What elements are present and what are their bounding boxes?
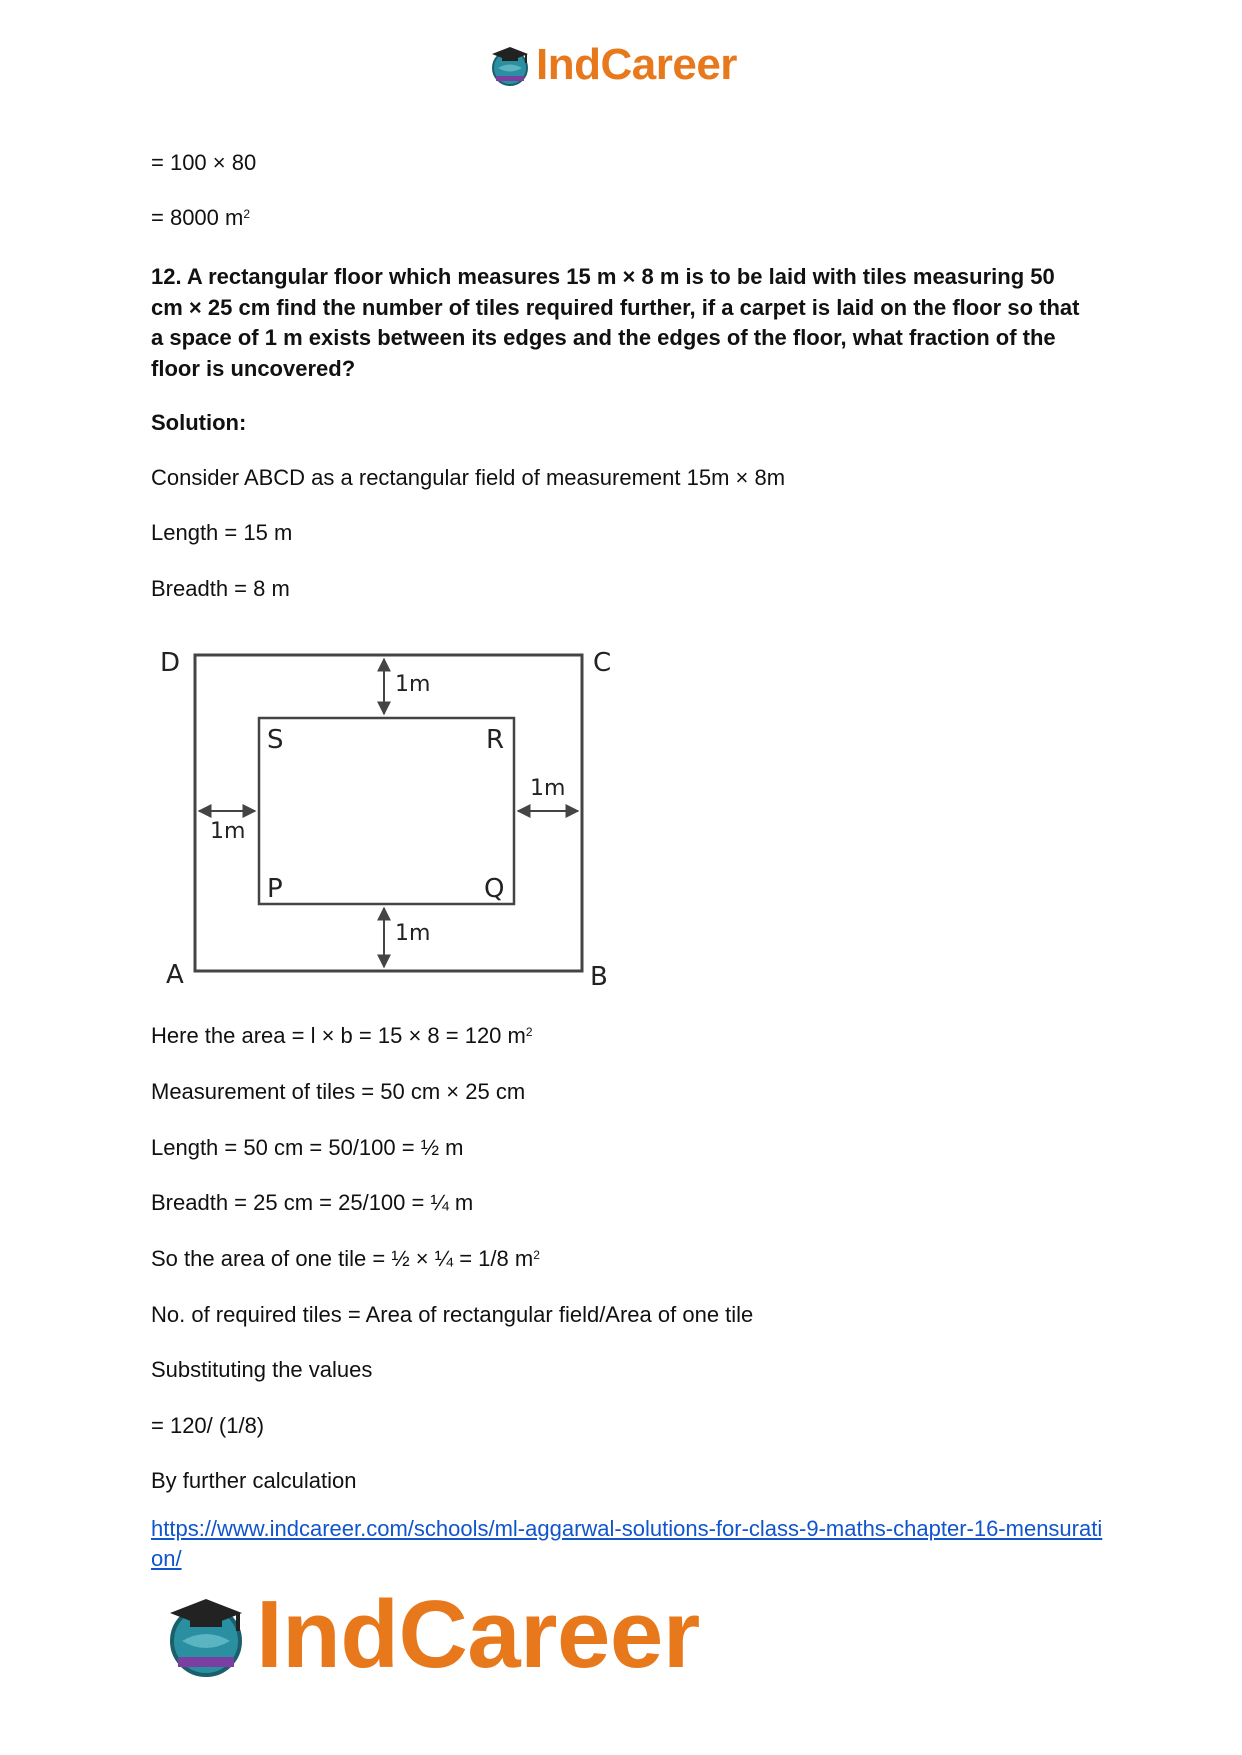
step-12: By further calculation	[151, 1468, 357, 1493]
outer-rectangle	[195, 655, 582, 971]
vertex-d: D	[160, 648, 181, 678]
top-gap-label: 1m	[395, 672, 431, 697]
calc-line-2: = 8000 $m^2$	[151, 205, 251, 230]
step-5: Measurement of tiles = 50 cm × 25 cm	[151, 1079, 526, 1104]
source-link[interactable]: https://www.indcareer.com/schools/ml-aggarwal-solutions-for-class-9-maths-chapter-16-mensuration/	[151, 1516, 1103, 1571]
step-3: Breadth = 8 m	[151, 576, 290, 601]
footer-logo	[162, 1581, 700, 1688]
floor-carpet-diagram	[150, 635, 630, 995]
graduation-cap-globe-icon	[162, 1591, 250, 1679]
graduation-cap-globe-icon	[488, 43, 532, 87]
step-1: Consider ABCD as a rectangular field of measurement 15m × 8m	[151, 465, 786, 490]
step-8: So the area of one tile = ½ × ¼ = 1/8 $m^2$	[151, 1246, 540, 1271]
header-logo-text: IndCareer	[536, 40, 737, 89]
footer-logo-text: IndCareer	[256, 1581, 700, 1688]
step-6: Length = 50 cm = 50/100 = ½ m	[151, 1135, 464, 1160]
step-2: Length = 15 m	[151, 520, 293, 545]
vertex-r: R	[486, 725, 505, 755]
vertex-b: B	[590, 962, 608, 992]
step-7: Breadth = 25 cm = 25/100 = ¼ m	[151, 1190, 474, 1215]
vertex-c: C	[593, 648, 612, 678]
vertex-p: P	[267, 874, 283, 904]
step-11: = 120/ (1/8)	[151, 1413, 265, 1438]
header-logo	[488, 40, 737, 90]
left-gap-label: 1m	[210, 819, 246, 844]
bottom-gap-label: 1m	[395, 921, 431, 946]
step-10: Substituting the values	[151, 1357, 373, 1382]
step-9: No. of required tiles = Area of rectangular field/Area of one tile	[151, 1302, 754, 1327]
inner-rectangle	[259, 718, 514, 904]
vertex-a: A	[166, 960, 184, 990]
calc-line-1: = 100 × 80	[151, 150, 257, 175]
step-4: Here the area = l × b = 15 × 8 = 120 $m^2$	[151, 1023, 533, 1048]
question-text: 12. A rectangular floor which measures 15 m × 8 m is to be laid with tiles measuring 50 cm × 25 cm find the number of tiles required further, if a carpet is laid on the floor so that a space of 1 m exists between its edges and the edges of the floor, what fraction of the floor is uncovered?	[151, 264, 1080, 381]
solution-label: Solution:	[151, 410, 247, 435]
vertex-q: Q	[484, 874, 505, 904]
vertex-s: S	[267, 725, 284, 755]
right-gap-label: 1m	[530, 776, 566, 801]
